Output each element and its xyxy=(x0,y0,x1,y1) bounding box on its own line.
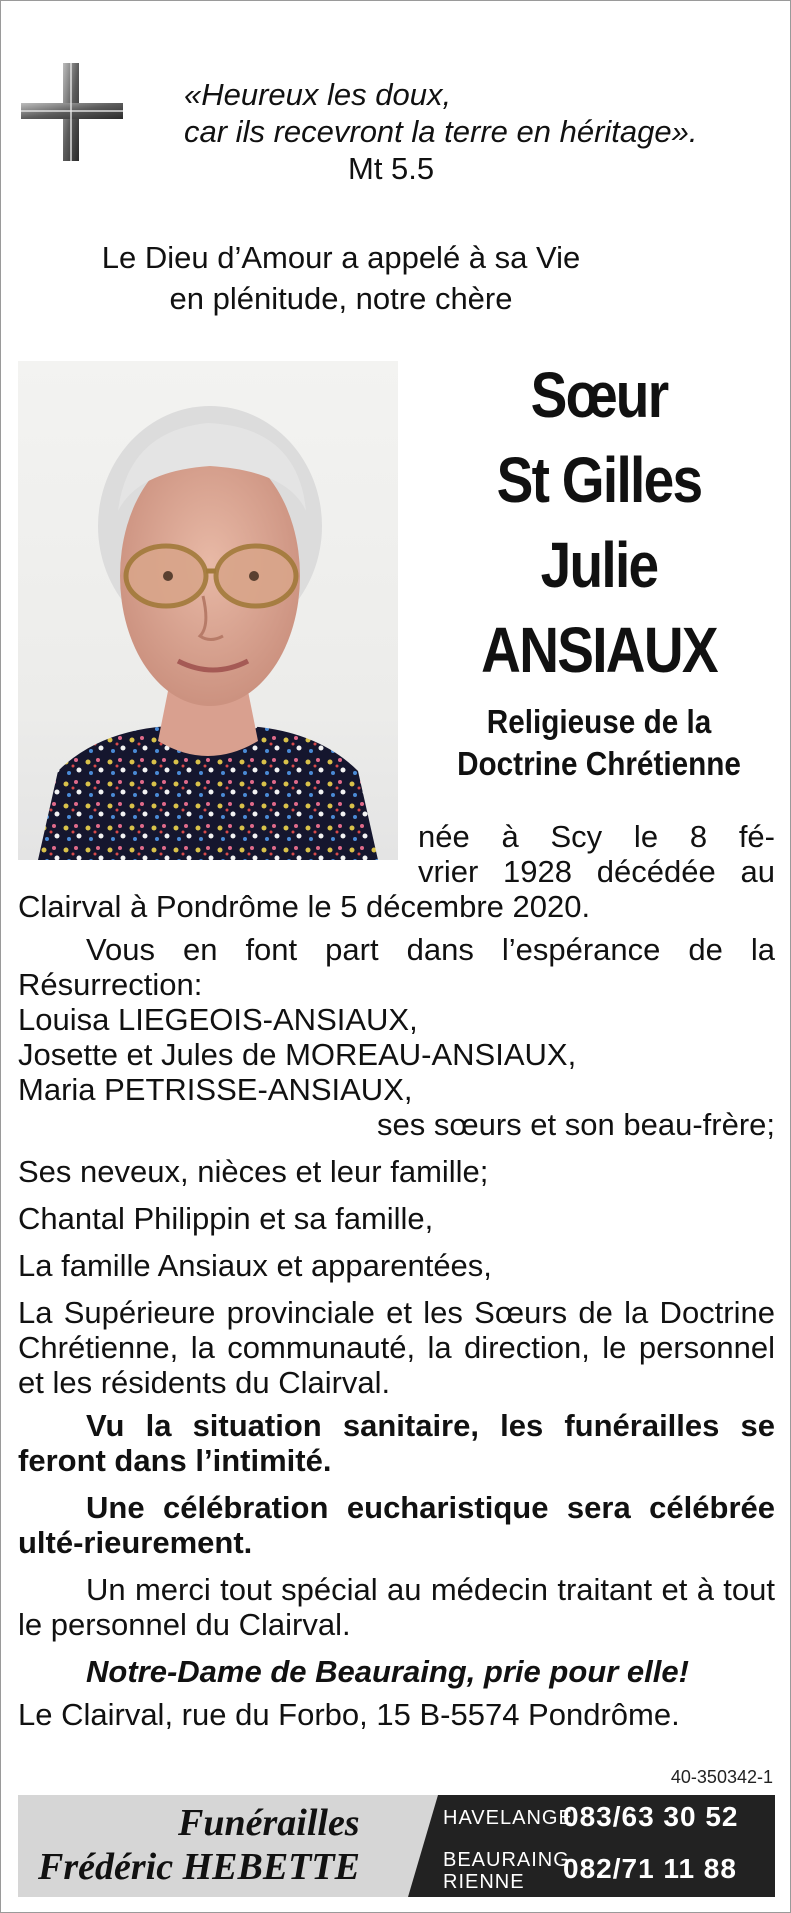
birth-line-2: vrier 1928 décédée au xyxy=(418,854,775,889)
birth-line-1: née à Scy le 8 fé- xyxy=(418,819,775,854)
location-havelange: HAVELANGE xyxy=(443,1807,573,1829)
family-member-3: Maria PETRISSE-ANSIAUX, xyxy=(18,1072,413,1107)
family-role: ses sœurs et son beau-frère; xyxy=(377,1107,775,1142)
name-line-4: ANSIAUX xyxy=(481,614,717,686)
phone-beauraing: 082/71 11 88 xyxy=(563,1853,737,1884)
company-name-line-1: Funérailles xyxy=(178,1802,360,1844)
nephews-line: Ses neveux, nièces et leur famille; xyxy=(18,1154,489,1189)
thanks-paragraph: Un merci tout spécial au médecin traitant et à tout le personnel du Clairval. xyxy=(18,1572,775,1642)
chantal-line: Chantal Philippin et sa famille, xyxy=(18,1201,434,1236)
intro-line-2: en plénitude, notre chère xyxy=(169,281,513,316)
quote-line-1: «Heureux les doux, xyxy=(184,77,452,112)
prayer-line: Notre-Dame de Beauraing, prie pour elle! xyxy=(86,1654,689,1689)
obituary-body xyxy=(18,819,775,1732)
order-line-2: Doctrine Chrétienne xyxy=(457,745,741,782)
phone-havelange: 083/63 30 52 xyxy=(563,1801,739,1832)
quote-reference: Mt 5.5 xyxy=(348,151,435,186)
order-line-1: Religieuse de la xyxy=(486,703,712,740)
ad-reference: 40-350342-1 xyxy=(670,1767,773,1787)
sanitary-notice: Vu la situation sanitaire, les funérailles se feront dans l’intimité. xyxy=(18,1408,775,1478)
religious-order xyxy=(443,701,754,785)
name-line-3: Julie xyxy=(540,529,658,601)
intro-text xyxy=(1,237,681,319)
name-line-1: Sœur xyxy=(530,359,668,431)
celebration-notice: Une célébration eucharistique sera célébrée ulté-rieurement. xyxy=(18,1490,775,1560)
company-name-line-2: Frédéric HEBETTE xyxy=(38,1846,360,1888)
ansiaux-family-line: La famille Ansiaux et apparentées, xyxy=(18,1248,492,1283)
location-rienne: RIENNE xyxy=(443,1871,525,1893)
family-member-2: Josette et Jules de MOREAU-ANSIAUX, xyxy=(18,1037,577,1072)
funeral-home-banner xyxy=(18,1795,775,1897)
name-line-2: St Gilles xyxy=(496,444,702,516)
location-beauraing: BEAURAING xyxy=(443,1849,570,1871)
deceased-name xyxy=(450,353,748,693)
birth-line-3: Clairval à Pondrôme le 5 décembre 2020. xyxy=(18,889,591,924)
announcement: Vous en font part dans l’espérance de la Résurrection: xyxy=(18,932,775,1002)
superior-paragraph: La Supérieure provinciale et les Sœurs de la Doctrine Chrétienne, la communauté, la direction, le personnel et les résidents du Clairval. xyxy=(18,1295,775,1400)
intro-line-1: Le Dieu d’Amour a appelé à sa Vie xyxy=(101,240,581,275)
address-line: Le Clairval, rue du Forbo, 15 B-5574 Pondrôme. xyxy=(18,1697,680,1732)
family-member-1: Louisa LIEGEOIS-ANSIAUX, xyxy=(18,1002,418,1037)
cross-icon xyxy=(21,63,123,161)
portrait-photo xyxy=(18,361,398,860)
bible-quote xyxy=(184,76,764,187)
quote-line-2: car ils recevront la terre en héritage». xyxy=(184,114,698,149)
